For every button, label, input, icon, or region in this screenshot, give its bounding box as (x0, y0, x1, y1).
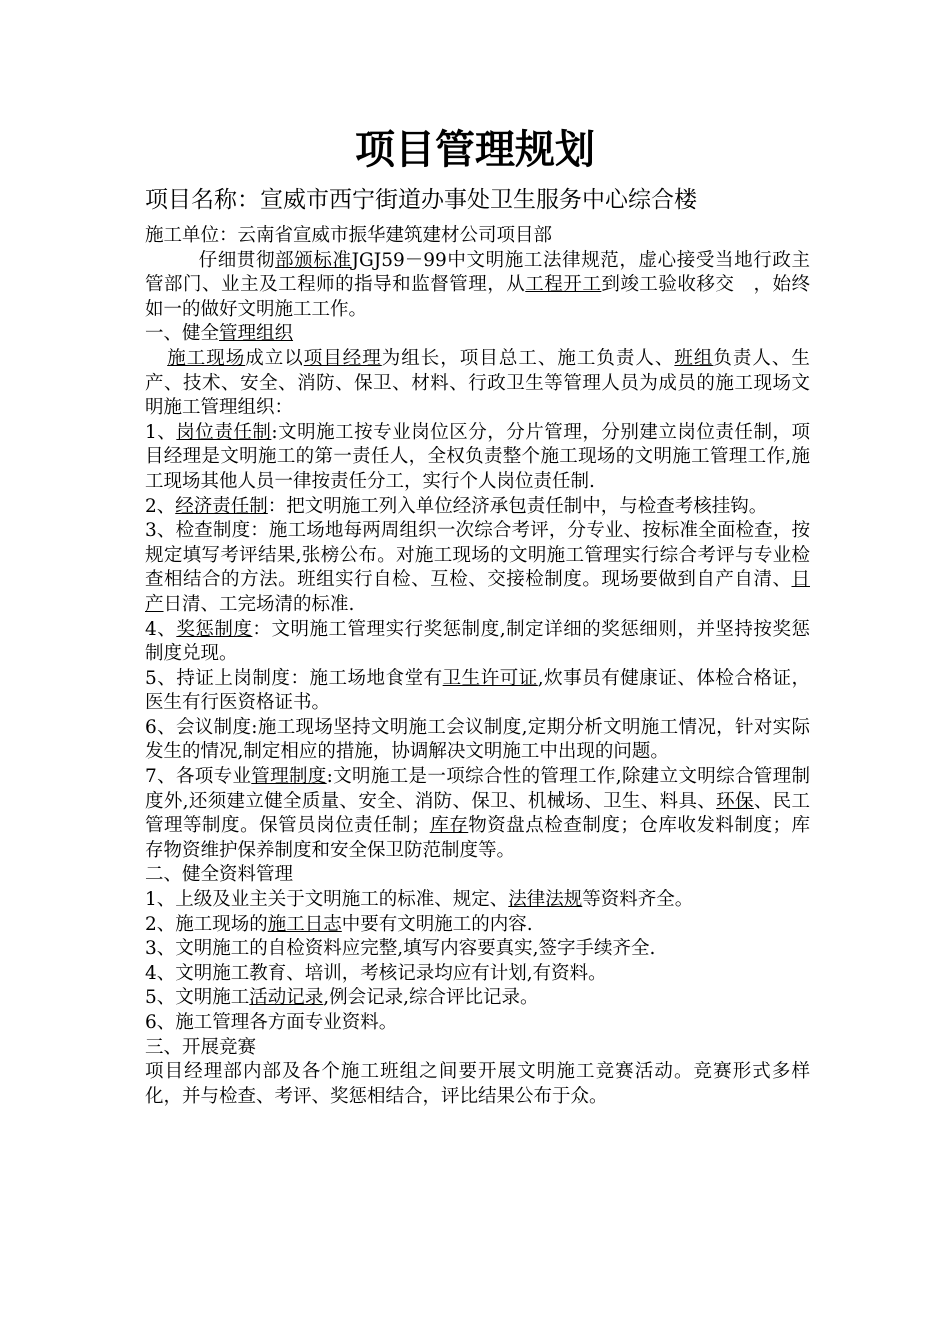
list-item (145, 765, 810, 863)
link-daily-output[interactable]: 日产 (145, 569, 810, 615)
item-text: 5、持证上岗制度：施工场地食堂有 (145, 667, 443, 689)
item-text: 中要有文明施工的内容. (341, 913, 533, 935)
item-text: 等资料齐全。 (582, 889, 694, 911)
intro-paragraph (145, 249, 810, 323)
item-text: 日清、工完场清的标准. (163, 593, 355, 615)
link-laws-regulations[interactable]: 法律法规 (508, 889, 583, 911)
item-text: 2、施工现场的 (145, 913, 268, 935)
link-team[interactable]: 班组 (674, 347, 714, 369)
list-item (145, 421, 810, 495)
list-item (145, 495, 810, 520)
item-number: 2、 (145, 495, 176, 517)
list-item (145, 913, 810, 938)
link-health-permit[interactable]: 卫生许可证 (442, 667, 538, 689)
link-project-start[interactable]: 工程开工 (525, 274, 602, 296)
link-management-organization[interactable]: 管理组织 (219, 323, 294, 345)
item-text: 3、检查制度：施工场地每两周组织一次综合考评，分专业、按标准全面检查，按规定填写考评结果,张榜公布。对施工现场的文明施工管理实行综合考评与专业检查相结合的方法。班组实行自检、互检、交接检制度。现场要做到自产自清、 (145, 520, 810, 591)
intro-text: 仔细贯彻 (198, 249, 276, 271)
list-item: 6、施工管理各方面专业资料。 (145, 1012, 398, 1033)
heading-text: 一、健全 (145, 323, 220, 345)
list-item (145, 986, 810, 1011)
link-environmental-protection[interactable]: 环保 (716, 790, 754, 812)
section-1-paragraph (145, 347, 810, 421)
list-item: 4、文明施工教育、培训，考核记录均应有计划,有资料。 (145, 962, 607, 984)
paragraph-text: 负责人、生产、技术、安全、消防、保卫、材料、行政卫生等管理人员为成员的施工现场文明施工管理组织： (145, 347, 810, 419)
list-item: 6、会议制度:施工现场坚持文明施工会议制度,定期分析文明施工情况，针对实际发生的情况,制定相应的措施，协调解决文明施工中出现的问题。 (145, 716, 810, 763)
section-heading-3: 三、开展竞赛 (145, 1036, 257, 1058)
document-title: 项目管理规划 (355, 127, 595, 173)
intro-text: JGJ59－99中文明施工法律规范，虚心接受当地行政主管部门、业主及工程师的指导和监督管理，从 (145, 249, 810, 296)
item-text: :文明施工按专业岗位区分，分片管理，分别建立岗位责任制，项目经理是文明施工的第一责任人，全权负责整个施工现场的文明施工管理工作,施工现场其他人员一律按责任分工，实行个人岗位责任制. (145, 421, 810, 492)
item-text: ：把文明施工列入单位经济承包责任制中，与检查考核挂钩。 (267, 495, 768, 517)
list-item (145, 888, 810, 913)
item-text: ,炊事员有健康证、体检合格证，医生有行医资格证书。 (145, 667, 810, 714)
item-number: 4、 (145, 618, 177, 640)
item-text: 7、各项专业 (145, 766, 252, 788)
list-item (145, 519, 810, 617)
link-project-manager[interactable]: 项目经理 (303, 347, 382, 369)
paragraph-text: 成立以 (245, 347, 304, 369)
section-heading-2: 二、健全资料管理 (145, 864, 294, 886)
link-ministry-standard[interactable]: 部颁标准 (275, 249, 352, 271)
item-text: 5、文明施工 (145, 987, 250, 1009)
item-text: 1、上级及业主关于文明施工的标准、规定、 (145, 889, 509, 911)
link-economic-responsibility[interactable]: 经济责任制 (175, 495, 268, 517)
link-reward-punishment[interactable]: 奖惩制度 (176, 618, 253, 640)
section-3-paragraph: 项目经理部内部及各个施工班组之间要开展文明施工竞赛活动。竞赛形式多样化，并与检查、考评、奖惩相结合，评比结果公布于众。 (145, 1061, 810, 1107)
list-item: 3、文明施工的自检资料应完整,填写内容要真实,签字手续齐全. (145, 938, 656, 960)
list-item (145, 667, 810, 716)
item-number: 1、 (145, 421, 177, 443)
link-management-system[interactable]: 管理制度 (251, 766, 327, 788)
list-item (145, 618, 810, 667)
project-name: 项目名称：宣威市西宁街道办事处卫生服务中心综合楼 (145, 187, 697, 213)
item-text: ,例会记录,综合评比记录。 (323, 987, 539, 1009)
link-inventory[interactable]: 库存 (429, 815, 469, 837)
document-body (145, 224, 810, 1109)
item-text: :文明施工是一项综合性的管理工作,除建立文明综合管理制度外,还须建立健全质量、安全、消防、保卫、机械场、卫生、料具、 (145, 766, 810, 812)
intro-text: 到竣工验收移交 ，始终如一的做好文明施工工作。 (145, 274, 810, 320)
section-heading-1 (145, 322, 810, 347)
link-activity-record[interactable]: 活动记录 (249, 987, 324, 1009)
link-construction-log[interactable]: 施工日志 (267, 913, 342, 935)
link-construction-site[interactable]: 施工现场 (167, 347, 246, 369)
item-text: ：文明施工管理实行奖惩制度,制定详细的奖惩细则，并坚持按奖惩制度兑现。 (145, 618, 810, 665)
contractor-line: 施工单位：云南省宣威市振华建筑建材公司项目部 (145, 225, 553, 246)
paragraph-text: 为组长，项目总工、施工负责人、 (381, 347, 675, 369)
item-text: 物资盘点检查制度；仓库收发料制度；库存物资维护保养制度和安全保卫防范制度等。 (145, 815, 810, 861)
item-text: 、民工管理等制度。保管员岗位责任制； (145, 790, 810, 837)
link-post-responsibility[interactable]: 岗位责任制 (176, 421, 272, 443)
